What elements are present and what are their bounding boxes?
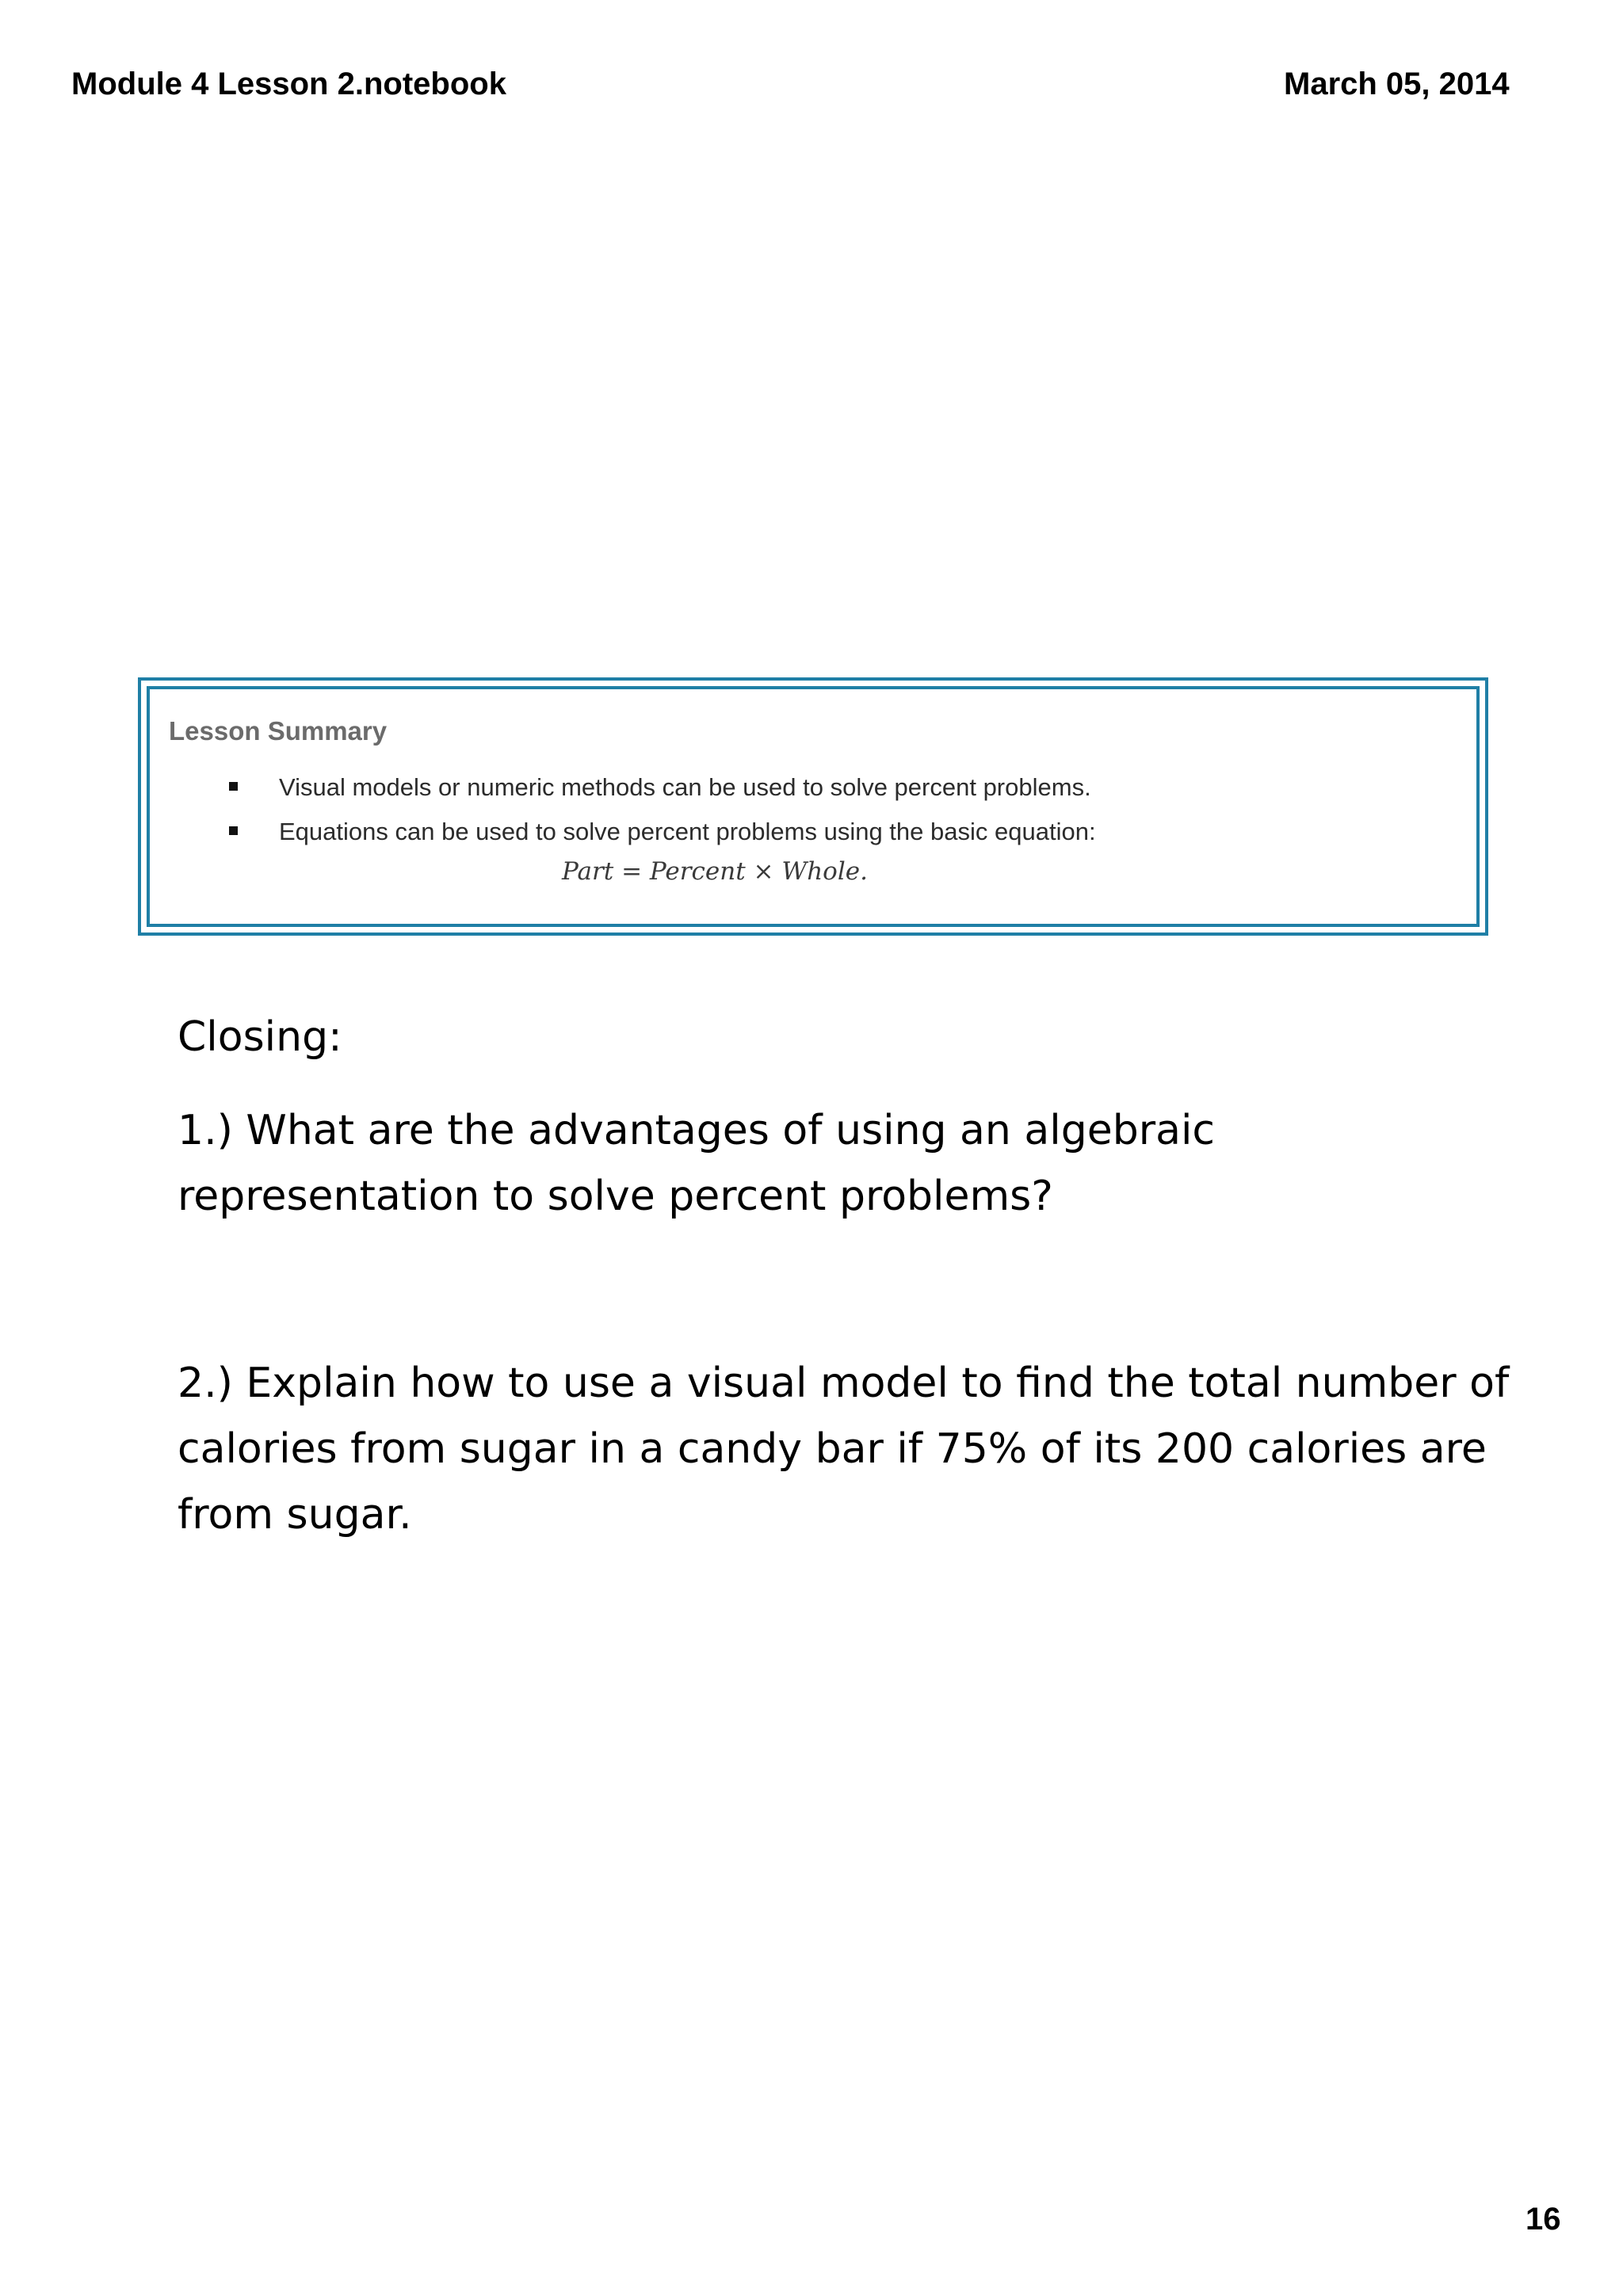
summary-bullet xyxy=(229,773,1091,802)
summary-bullet-text: Equations can be used to solve percent problems using the basic equation: xyxy=(279,818,1096,845)
square-bullet-icon xyxy=(229,782,238,791)
percent-equation: Part = Percent × Whole. xyxy=(562,857,868,886)
question-line: 1.) What are the advantages of using an algebraic xyxy=(178,1107,1216,1154)
summary-bullet-text: Visual models or numeric methods can be used to solve percent problems. xyxy=(279,773,1091,801)
question-line: representation to solve percent problems? xyxy=(178,1173,1053,1220)
lesson-summary-inner-border xyxy=(147,686,1480,927)
question-line: from sugar. xyxy=(178,1491,412,1539)
lesson-summary-box xyxy=(138,677,1488,936)
closing-question-2 xyxy=(178,1351,1509,1548)
lesson-summary-title: Lesson Summary xyxy=(169,716,388,746)
notebook-title: Module 4 Lesson 2.notebook xyxy=(71,67,506,101)
question-line: 2.) Explain how to use a visual model to find the total number of xyxy=(178,1360,1510,1407)
page-number: 16 xyxy=(1526,2202,1561,2237)
closing-label: Closing: xyxy=(178,1013,342,1061)
summary-bullet xyxy=(229,818,1096,846)
question-line: calories from sugar in a candy bar if 75% of its 200 calories are xyxy=(178,1425,1487,1473)
page-date: March 05, 2014 xyxy=(1284,67,1510,101)
closing-question-1 xyxy=(178,1098,1215,1230)
square-bullet-icon xyxy=(229,826,238,835)
